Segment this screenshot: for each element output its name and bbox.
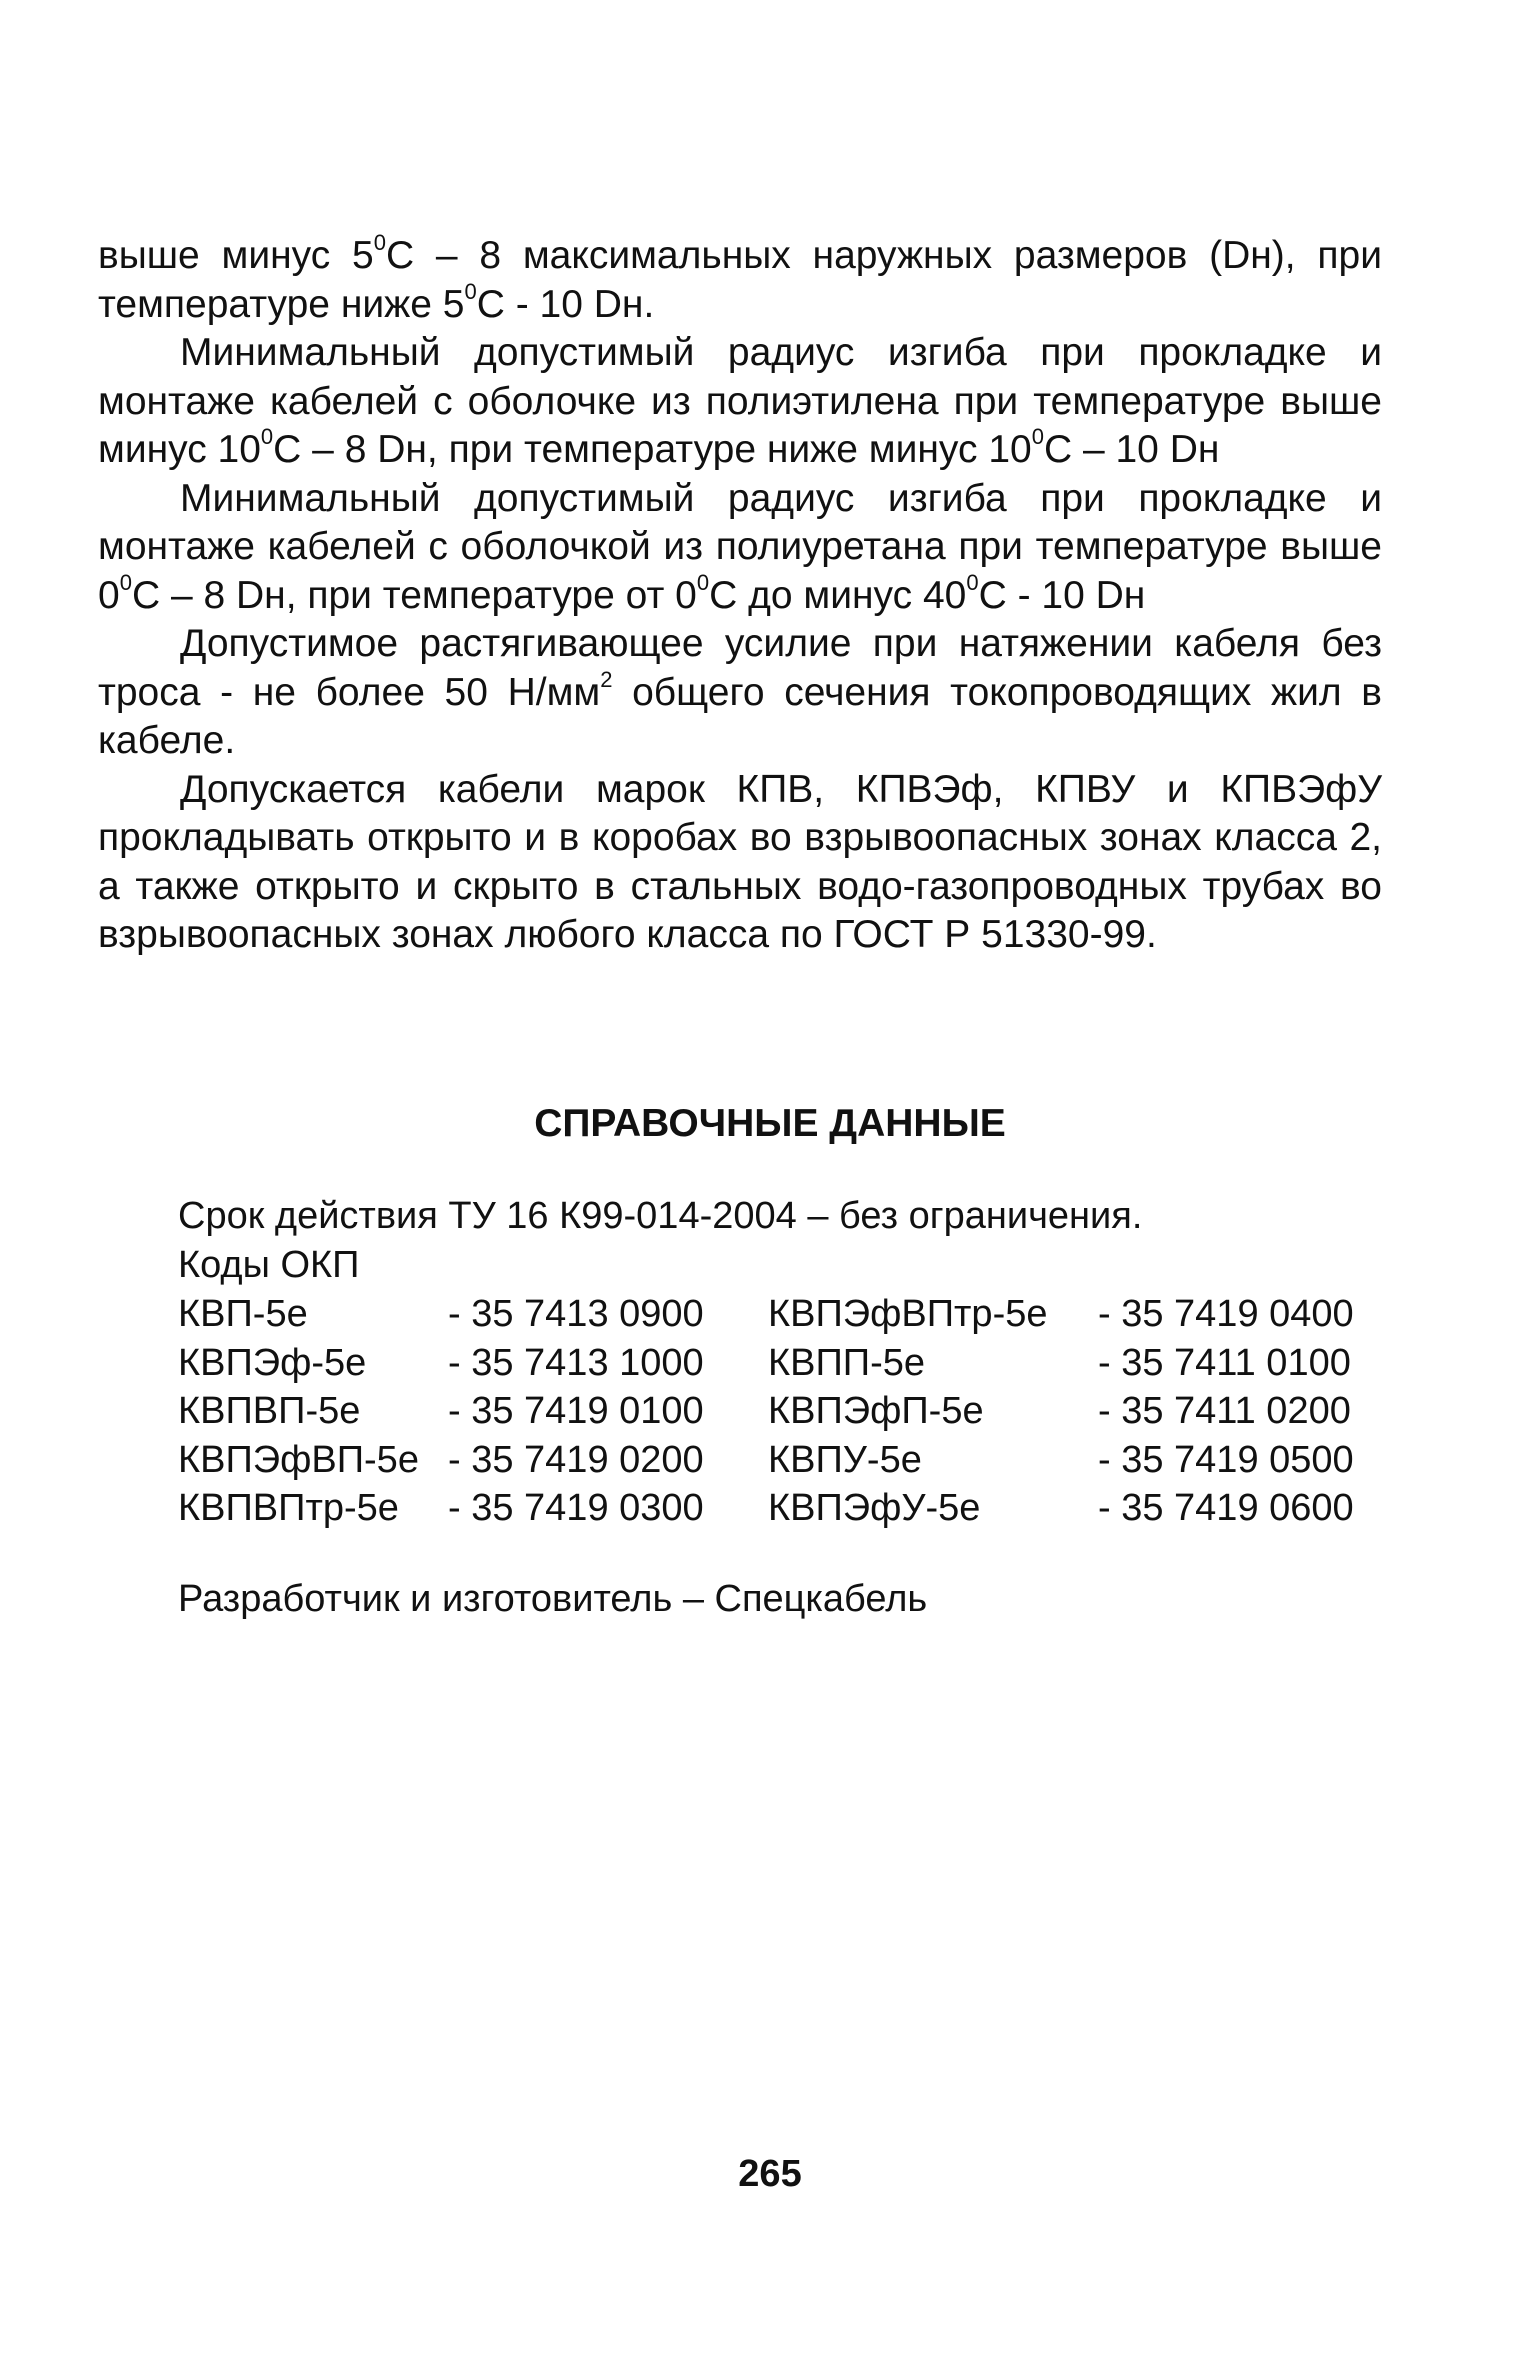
paragraph-bend-radius-general: выше минус $5^0С - 8$ максимальных наружных размеров (Dн), при температуре ниже $5^0С - 10$ Dн. [98,230,1382,326]
product-name: КВПВП-5е [178,1390,361,1432]
code-row [178,1436,1378,1485]
okp-code: - 35 7411 0100 [1098,1341,1351,1384]
okp-codes-table [178,1290,1378,1533]
code-row [178,1290,1378,1339]
okp-code: - 35 7419 0600 [1098,1487,1354,1529]
okp-code: - 35 7413 1000 [448,1341,704,1384]
code-row [178,1339,1378,1388]
product-name: КВПЭфП-5е [768,1390,984,1432]
product-name: КВПП-5е [768,1341,926,1384]
codes-title: Коды ОКП [178,1243,360,1286]
okp-code: - 35 7413 0900 [448,1293,704,1335]
okp-code: - 35 7419 0200 [448,1438,704,1481]
product-name: КВП-5е [178,1293,308,1335]
product-name: КВПВПтр-5е [178,1487,399,1529]
code-row [178,1484,1378,1533]
section-heading: СПРАВОЧНЫЕ ДАННЫЕ [534,1102,1006,1145]
okp-code: - 35 7411 0200 [1098,1390,1351,1432]
validity-line: Срок действия ТУ 16 К99-014-2004 – без ограничения. [178,1195,1143,1237]
okp-code: - 35 7419 0500 [1098,1438,1354,1481]
okp-code: - 35 7419 0100 [448,1390,704,1432]
body-text [98,232,1382,960]
product-name: КВПЭф-5е [178,1341,367,1384]
okp-code: - 35 7419 0400 [1098,1293,1354,1335]
code-row [178,1387,1378,1436]
reference-block [178,1192,1142,1289]
product-name: КВПУ-5е [768,1438,922,1481]
paragraph-bend-radius-polyurethane: Минимальный допустимый радиус изгиба при прокладке и монтаже кабелей с оболочкой из полиуретана при температуре выше $0^0С - 8$ Dн, при температуре от $0^0С$ до минус $40^0С - 10$ Dн [98,476,1382,617]
paragraph-installation: Допускается кабели марок КПВ, КПВЭф, КПВУ и КПВЭфУ прокладывать открыто и в коробах во взрывоопасных зонах класса 2, а также открыто и скрыто в стальных водо-газопроводных трубах во взрывоопасных зонах любого класса по ГОСТ Р 51330-99. [98,767,1382,956]
product-name: КВПЭфВПтр-5е [768,1293,1048,1335]
okp-code: - 35 7419 0300 [448,1487,704,1529]
developer-line: Разработчик и изготовитель – Спецкабель [178,1578,928,1620]
page-number: 265 [738,2153,802,2195]
product-name: КВПЭфУ-5е [768,1487,981,1529]
paragraph-tensile-force: Допустимое растягивающее усилие при натяжении кабеля без троса - не более 50 $Н/мм^2$ общего сечения токопроводящих жил в кабеле. [98,622,1382,762]
paragraph-bend-radius-polyethylene: Минимальный допустимый радиус изгиба при прокладке и монтаже кабелей с оболочке из полиэтилена при температуре выше минус $10^0С - 8$ Dн, при температуре ниже минус $10^0С - 10$ Dн [98,331,1382,471]
product-name: КВПЭфВП-5е [178,1438,419,1481]
